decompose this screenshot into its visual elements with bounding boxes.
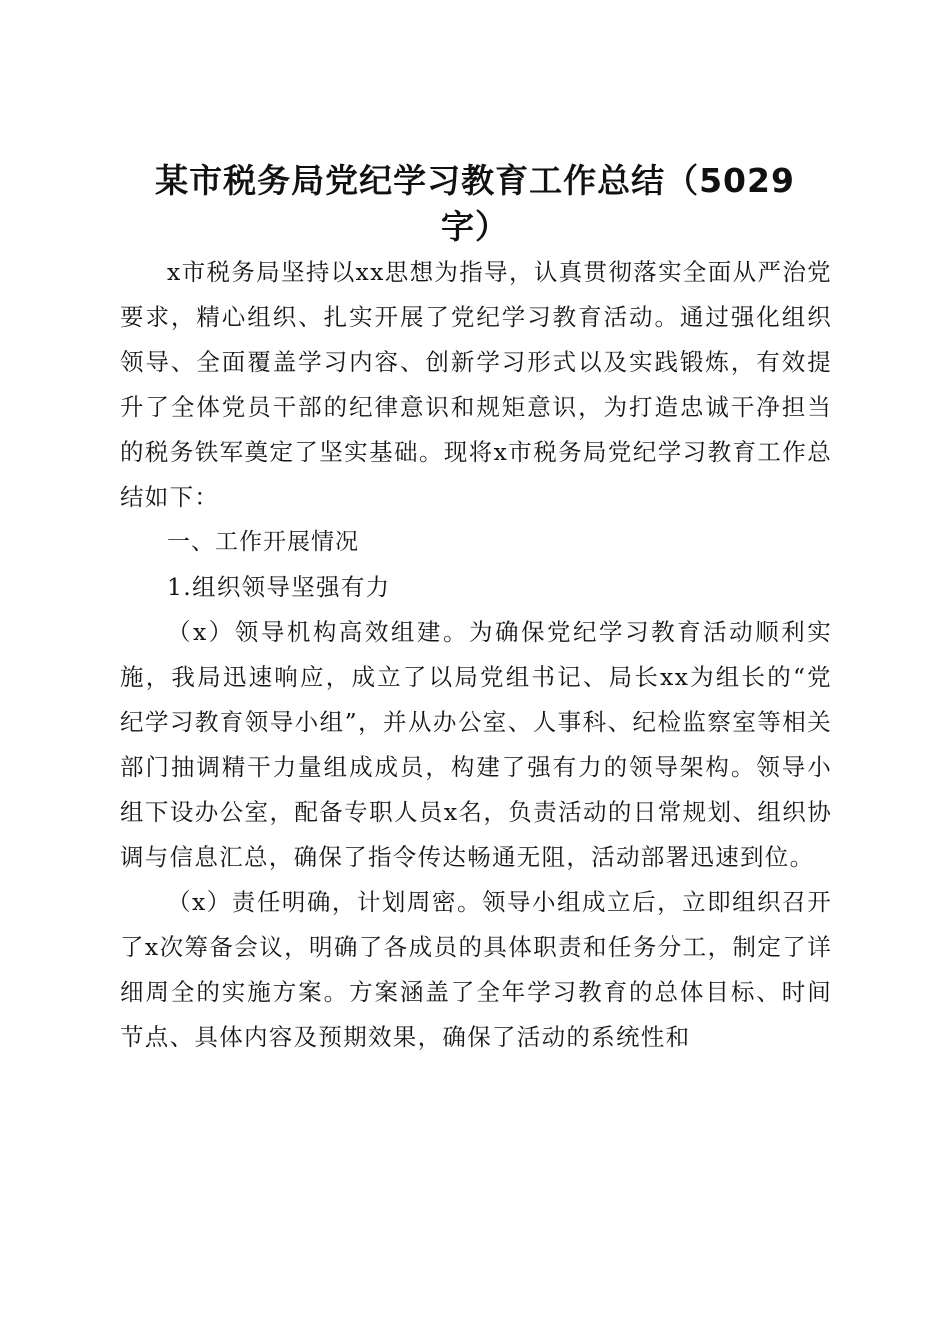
- document-title: [120, 158, 830, 250]
- document-body: [120, 250, 832, 1060]
- body-paragraph-2: （x）责任明确，计划周密。领导小组成立后，立即组织召开了x次筹备会议，明确了各成员的具体职责和任务分工，制定了详细周全的实施方案。方案涵盖了全年学习教育的总体目标、时间节点、具体内容及预期效果，确保了活动的系统性和: [120, 888, 832, 1051]
- section-heading: 一、工作开展情况: [167, 529, 359, 555]
- subsection-heading: 1.组织领导坚强有力: [167, 573, 391, 601]
- title-line-1: 某市税务局党纪学习教育工作总结（5029: [155, 161, 795, 201]
- body-paragraph-1: （x）领导机构高效组建。为确保党纪学习教育活动顺利实施，我局迅速响应，成立了以局党组书记、局长xx为组长的“党纪学习教育领导小组”，并从办公室、人事科、纪检监察室等相关部门抽调精干力量组成成员，构建了强有力的领导架构。领导小组下设办公室，配备专职人员x名，负责活动的日常规划、组织协调与信息汇总，确保了指令传达畅通无阻，活动部署迅速到位。: [120, 618, 832, 871]
- intro-paragraph: x市税务局坚持以xx思想为指导，认真贯彻落实全面从严治党要求，精心组织、扎实开展了党纪学习教育活动。通过强化组织领导、全面覆盖学习内容、创新学习形式以及实践锻炼，有效提升了全体党员干部的纪律意识和规矩意识，为打造忠诚干净担当的税务铁军奠定了坚实基础。现将x市税务局党纪学习教育工作总结如下：: [120, 258, 832, 511]
- title-line-2: 字）: [441, 207, 509, 247]
